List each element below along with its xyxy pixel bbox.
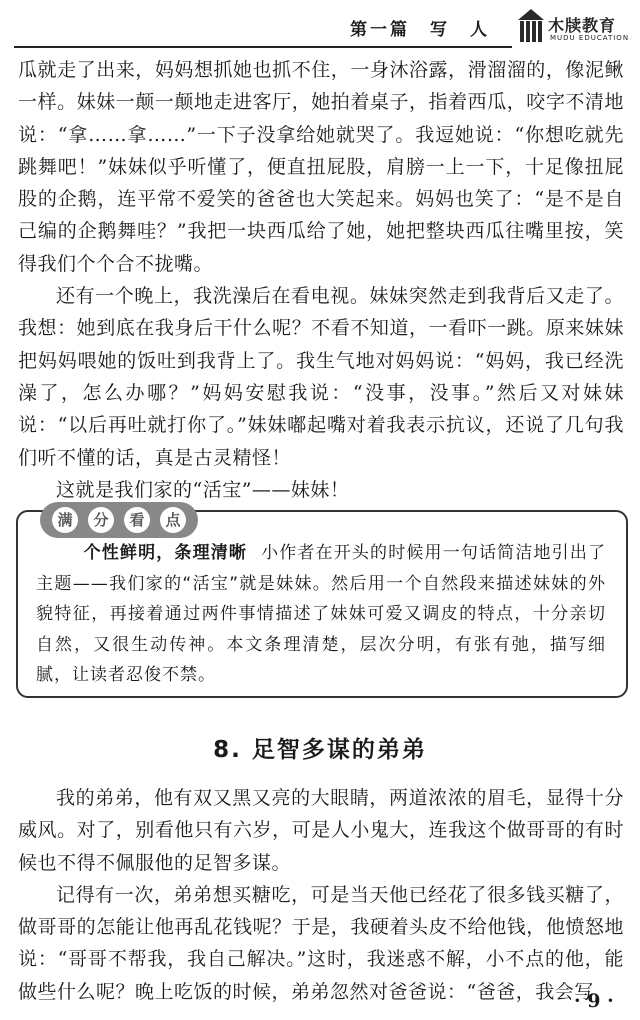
essay-paragraph: 记得有一次，弟弟想买糖吃，可是当天他已经花了很多钱买糖了，做哥哥的怎能让他再乱花钱呢？于是，我硬着头皮不给他钱，他愤怒地说：“哥哥不帮我，我自己解决。”这时，我迷惑不解，小不点的他，能做些什么呢？晚上吃饭的时候，弟弟忽然对爸爸说：“爸爸，我会写 [18, 883, 624, 1003]
essay-title: 8. 足智多谋的弟弟 [213, 737, 427, 763]
header-rule [14, 46, 512, 48]
commentary-body: 小作者在开头的时候用一句话简洁地引出了主题——我们家的“活宝”就是妹妹。然后用一个自然段来描述妹妹的外貌特征，再接着通过两件事情描述了妹妹可爱又调皮的特点，十分亲切自然，又很生动传神。本文条理清楚，层次分明，有张有弛，描写细腻，让读者忍俊不禁。 [36, 543, 606, 685]
essay-body [18, 782, 624, 1008]
story-paragraph: 瓜就走了出来，妈妈想抓她也抓不住，一身沐浴露，滑溜溜的，像泥鳅一样。妹妹一颠一颠地走进客厅，她拍着桌子，指着西瓜，咬字不清地说：“拿……拿……”一下子没拿给她就哭了。我逗她说：“你想吃就先跳舞吧！”妹妹似乎听懂了，便直扭屁股，肩膀一上一下，十足像扭屁股的企鹅，连平常不爱笑的爸爸也大笑起来。妈妈也笑了：“是不是自己编的企鹅舞哇？”我把一块西瓜给了她，她把整块西瓜往嘴里按，笑得我们个个合不拢嘴。 [18, 59, 624, 275]
story-body [18, 54, 624, 506]
badge-char: 分 [88, 507, 114, 533]
bamboo-slips-logo-icon [516, 8, 546, 44]
badge-char: 看 [124, 507, 150, 533]
full-marks-badge [40, 502, 198, 538]
story-paragraph: 这就是我们家的“活宝”——妹妹！ [56, 478, 350, 501]
badge-char: 点 [160, 507, 186, 533]
commentary-heading: 个性鲜明，条理清晰 [83, 543, 248, 563]
essay-paragraph: 我的弟弟，他有双又黑又亮的大眼睛，两道浓浓的眉毛，显得十分威风。对了，别看他只有六岁，可是人小鬼大，连我这个做哥哥的有时候也不得不佩服他的足智多谋。 [18, 787, 624, 874]
section-title-header: 第一篇 写 人 [350, 20, 490, 40]
page-header [0, 0, 640, 50]
commentary-text [36, 538, 606, 691]
commentary-box [16, 510, 628, 700]
page-number: · 9 · [574, 990, 614, 1012]
logo-name: 木牍教育 [548, 16, 617, 35]
publisher-logo [516, 8, 636, 48]
story-paragraph: 还有一个晚上，我洗澡后在看电视。妹妹突然走到我背后又走了。我想：她到底在我身后干什么呢？不看不知道，一看吓一跳。原来妹妹把妈妈喂她的饭吐到我背上了。我生气地对妈妈说：“妈妈，我已经洗澡了，怎么办哪？”妈妈安慰我说：“没事，没事。”然后又对妹妹说：“以后再吐就打你了。”妹妹嘟起嘴对着我表示抗议，还说了几句我们听不懂的话，真是古灵精怪！ [18, 285, 624, 469]
badge-char: 满 [52, 507, 78, 533]
logo-english: MUDU EDUCATION [550, 34, 630, 42]
